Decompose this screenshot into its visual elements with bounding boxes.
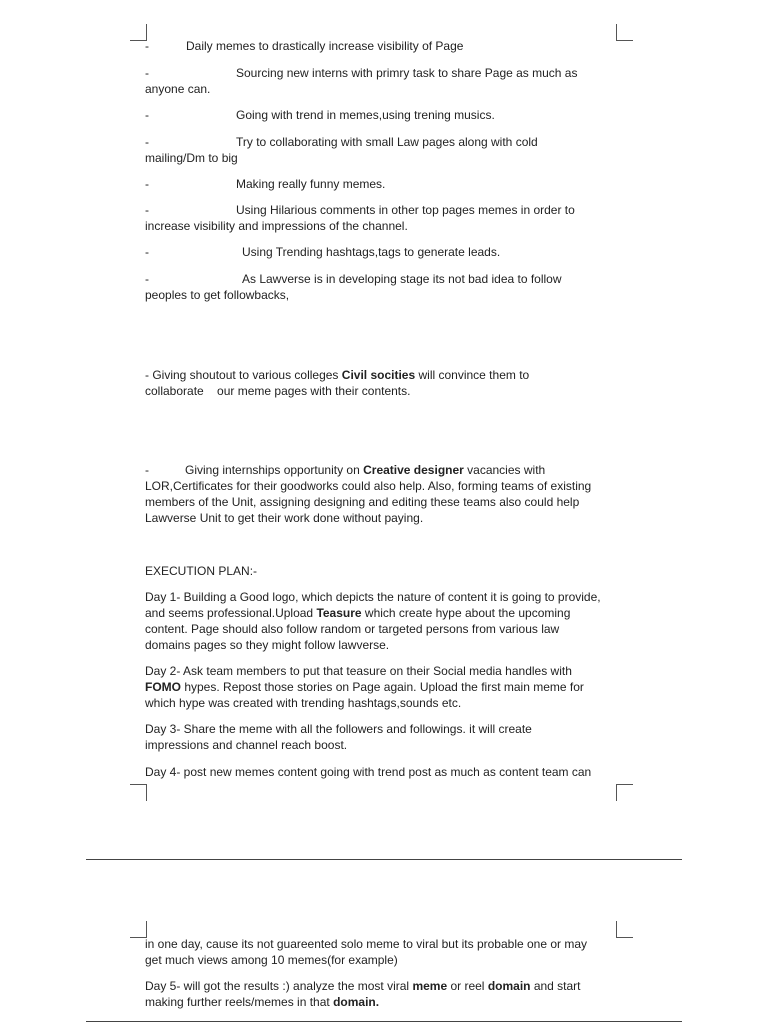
day4-line1: Day 4- post new memes content going with trend post as much as content team can [145, 765, 592, 779]
bullet-funny-memes: - Making really funny memes. [145, 177, 386, 191]
internships-paragraph [145, 462, 625, 526]
bullet-text-continued: anyone can. [145, 82, 211, 96]
day1-paragraph [145, 589, 635, 653]
bullet-text: Sourcing new interns with primry task to share Page as much as [236, 66, 578, 80]
internships-suffix: vacancies with [463, 463, 546, 477]
day4-paragraph [145, 764, 635, 780]
day5-line1-mid: or reel [447, 979, 488, 993]
bullet-hilarious-comments: - Using Hilarious comments in other top pages memes in order to increase visibility and impressions of the channel. [145, 203, 575, 233]
bullet-text-continued: mailing/Dm to big [145, 151, 238, 165]
day5-paragraph [145, 978, 625, 1010]
day5-domain: domain [487, 979, 531, 993]
bullet-collaborating: - Try to collaborating with small Law pages along with cold mailing/Dm to big [145, 135, 538, 165]
cont-line2: get much views among 10 memes(for example) [145, 953, 398, 967]
bullet-text: Try to collaborating with small Law pages along with cold [236, 135, 538, 149]
shoutout-prefix: - Giving shoutout to various colleges [145, 368, 342, 382]
bullet-text: As Lawverse is in developing stage its not bad idea to follow [242, 272, 562, 286]
bullet-text-continued: peoples to get followbacks, [145, 288, 290, 302]
bullet-daily-memes: - Daily memes to drastically increase visibility of Page [145, 39, 464, 53]
day5-meme: meme [412, 979, 448, 993]
bullet-sourcing-interns: - Sourcing new interns with primry task to share Page as much as anyone can. [145, 66, 578, 96]
shoutout-suffix: will convince them to [415, 368, 530, 382]
day4-continued-paragraph [145, 936, 625, 968]
day5-line1-prefix: Day 5- will got the results :) analyze the most viral [145, 979, 413, 993]
day1-line3: content. Page should also follow random or targeted persons from various law [145, 622, 560, 636]
day3-line1: Day 3- Share the meme with all the followers and followings. it will create [145, 722, 532, 736]
bottom-separator [86, 1021, 682, 1022]
bullet-trend-memes: - Going with trend in memes,using trening musics. [145, 108, 495, 122]
day2-paragraph [145, 663, 625, 711]
bullet-text: Making really funny memes. [236, 177, 386, 191]
day2-line2-suffix: hypes. Repost those stories on Page again. Upload the first main meme for [181, 680, 584, 694]
page1-corner-bottom-right [616, 784, 633, 801]
cont-line1: in one day, cause its not guareented solo meme to viral but its probable one or may [145, 937, 588, 951]
day1-teasure: Teasure [316, 606, 362, 620]
bullet-lawverse-follow: - As Lawverse is in developing stage its not bad idea to follow peoples to get followbacks, [145, 272, 562, 302]
day3-paragraph [145, 721, 625, 753]
day1-line1: Day 1- Building a Good logo, which depicts the nature of content it is going to provide, [145, 590, 601, 604]
bullet-text: Going with trend in memes,using trening musics. [236, 108, 495, 122]
bullet-text-continued: increase visibility and impressions of the channel. [145, 219, 408, 233]
internships-line2: LOR,Certificates for their goodworks could also help. Also, forming teams of existing [145, 479, 592, 493]
execution-plan-heading: EXECUTION PLAN:- [145, 564, 258, 578]
day5-line1-suffix: and start [530, 979, 581, 993]
day5-line2-prefix: making further reels/memes in that [145, 995, 334, 1009]
day5-domain-end: domain. [333, 995, 380, 1009]
page-separator [86, 859, 682, 860]
day1-line2-prefix: and seems professional.Upload [145, 606, 317, 620]
day3-line2: impressions and channel reach boost. [145, 738, 348, 752]
bullet-text: Using Hilarious comments in other top pages memes in order to [236, 203, 575, 217]
page1-corner-bottom-left [130, 784, 147, 801]
shoutout-paragraph [145, 367, 625, 399]
internships-bold: Creative designer [363, 463, 464, 477]
internships-dash: - [145, 463, 149, 477]
internships-line3: members of the Unit, assigning designing and editing these teams also could help [145, 495, 580, 509]
day1-line2-suffix: which create hype about the upcoming [361, 606, 571, 620]
internships-line4: Lawverse Unit to get their work done without paying. [145, 511, 424, 525]
day1-line4: domains pages so they might follow lawverse. [145, 638, 390, 652]
internships-prefix: Giving internships opportunity on [185, 463, 364, 477]
bullet-trending-hashtags: - Using Trending hashtags,tags to generate leads. [145, 245, 501, 259]
bullet-text: Using Trending hashtags,tags to generate leads. [242, 245, 501, 259]
shoutout-line2: collaborate our meme pages with their contents. [145, 384, 411, 398]
day2-fomo: FOMO [145, 680, 181, 694]
day2-line3: which hype was created with trending hashtags,sounds etc. [145, 696, 462, 710]
bullet-text: Daily memes to drastically increase visibility of Page [186, 39, 464, 53]
shoutout-bold: Civil socities [341, 368, 416, 382]
day2-line1: Day 2- Ask team members to put that teasure on their Social media handles with [145, 664, 572, 678]
